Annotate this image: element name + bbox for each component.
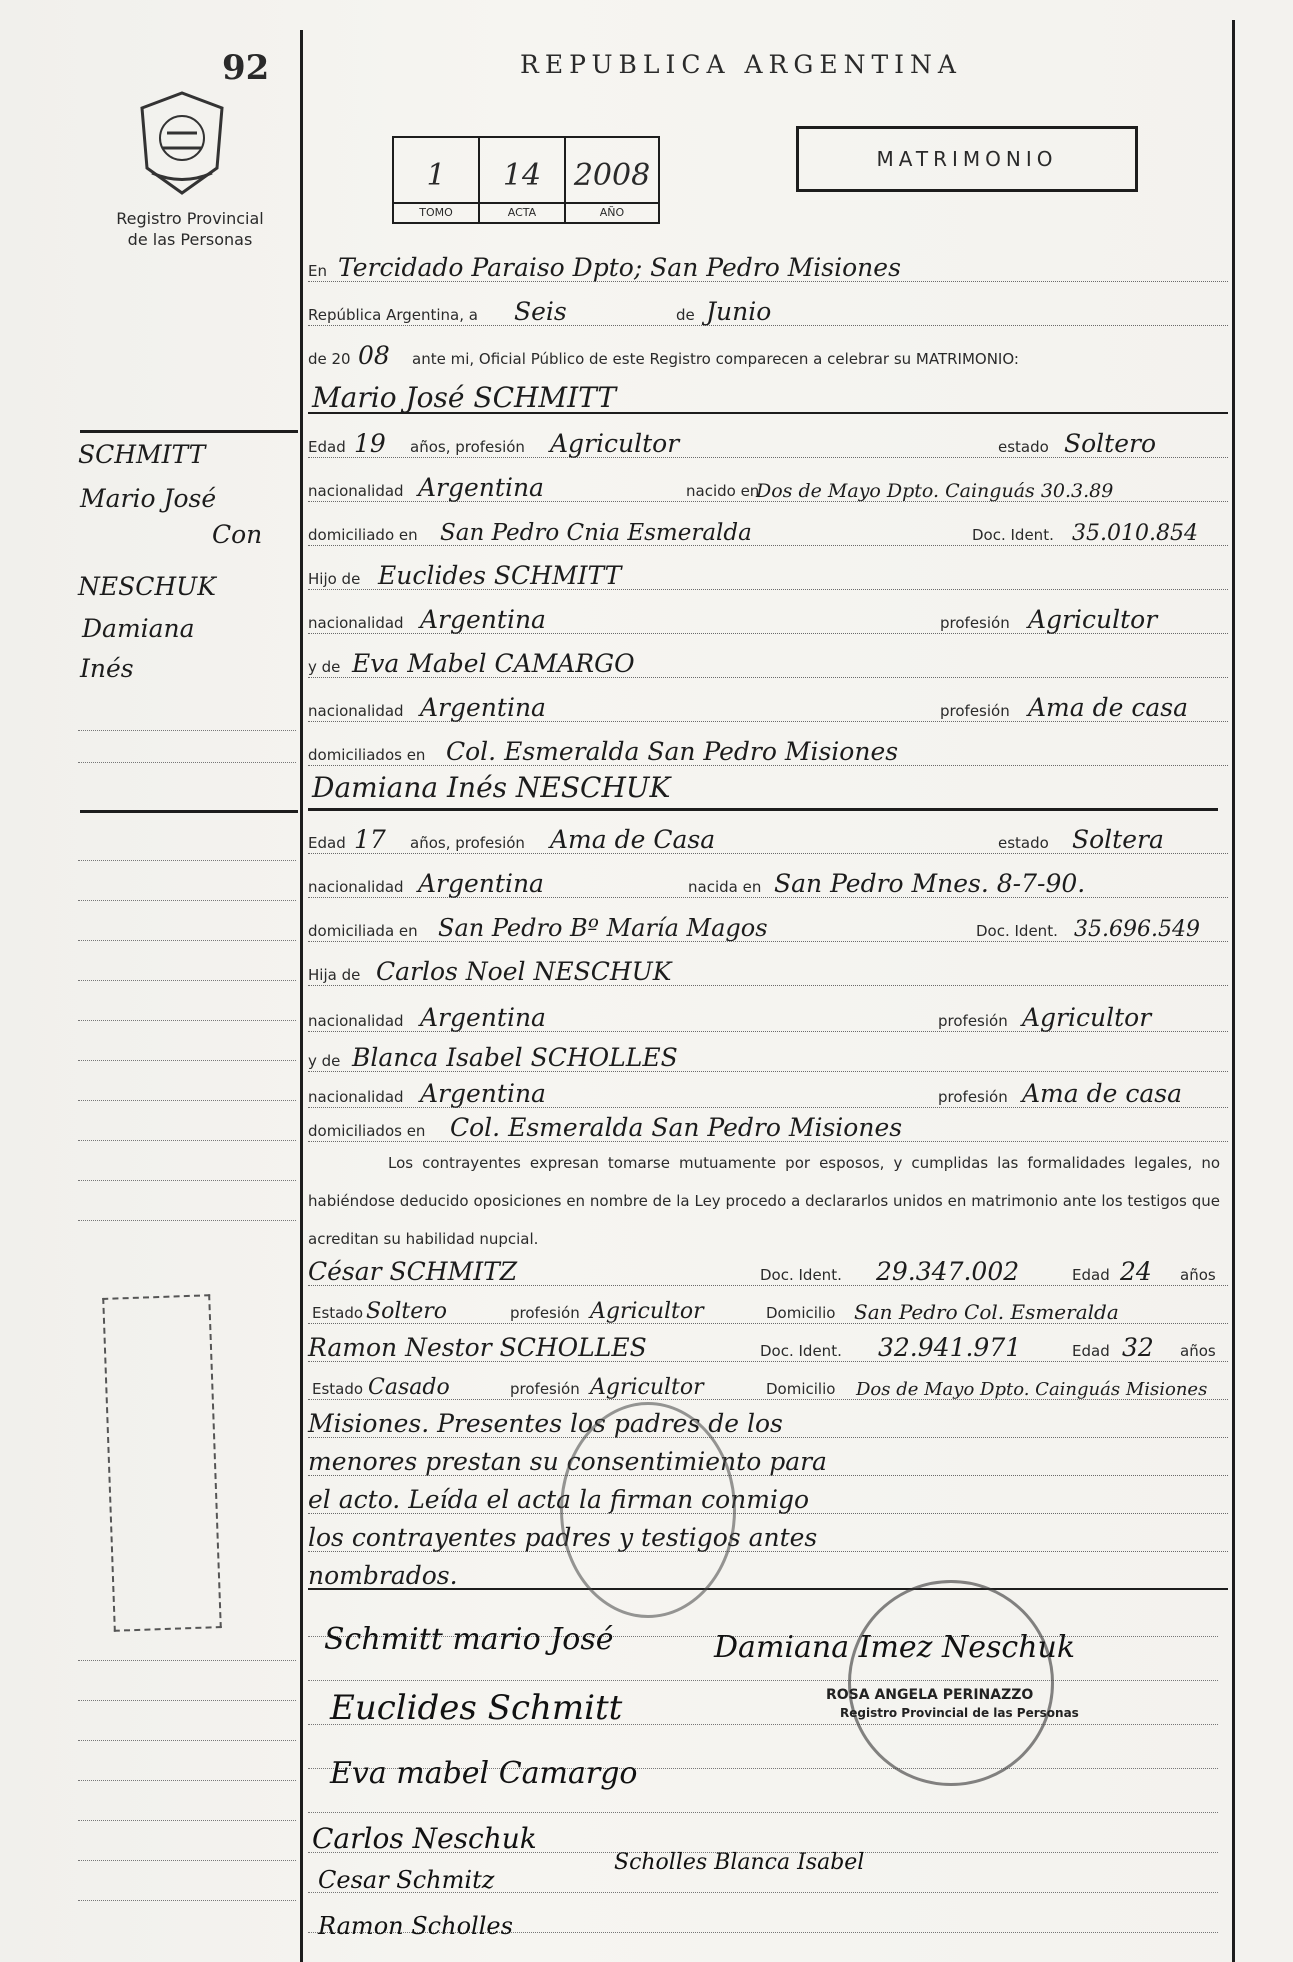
bride-mother-row: y de Blanca Isabel SCHOLLES bbox=[308, 1040, 1228, 1076]
separator-line-3 bbox=[80, 810, 298, 813]
margin-rule bbox=[78, 1820, 296, 1821]
official-stamp-text: ROSA ANGELA PERINAZZO Registro Provincial de las Personas bbox=[826, 1687, 1079, 1720]
margin-rule bbox=[78, 900, 296, 901]
separator-line-2 bbox=[308, 808, 1218, 811]
official-seal-icon bbox=[560, 1402, 736, 1618]
separator-line-1 bbox=[80, 430, 298, 433]
signature-rule bbox=[308, 1812, 1218, 1813]
act-type-label: MATRIMONIO bbox=[876, 147, 1058, 171]
intro-date-row: República Argentina, a Seis de Junio bbox=[308, 294, 1228, 330]
signature-father-groom: Euclides Schmitt bbox=[330, 1688, 623, 1728]
signature-bride: Damiana Imez Neschuk bbox=[714, 1630, 1076, 1665]
margin-line-2: Mario José bbox=[80, 484, 217, 513]
groom-name-row: Mario José SCHMITT bbox=[308, 382, 1228, 418]
witness-1-details-row: Estado Soltero profesión Agricultor Domicilio San Pedro Col. Esmeralda bbox=[308, 1292, 1228, 1328]
margin-line-5: Damiana bbox=[82, 614, 195, 643]
year-cell: 2008 AÑO bbox=[566, 138, 658, 222]
margin-rule bbox=[78, 980, 296, 981]
tomo-acta-year-box bbox=[392, 136, 660, 224]
intro-year-row: de 20 08 ante mi, Oficial Público de este Registro comparecen a celebrar su MATRIMONIO: bbox=[308, 341, 1019, 370]
witness-2-details-row: Estado Casado profesión Agricultor Domicilio Dos de Mayo Dpto. Cainguás Misiones bbox=[308, 1368, 1228, 1404]
bride-mother-nat-row: nacionalidad Argentina profesión Ama de casa bbox=[308, 1076, 1228, 1112]
margin-rule bbox=[78, 1100, 296, 1101]
groom-mother-nat-row: nacionalidad Argentina profesión Ama de casa bbox=[308, 690, 1228, 726]
official-seal-icon bbox=[848, 1580, 1054, 1786]
signature-witness-2: Ramon Scholles bbox=[318, 1912, 513, 1940]
tomo-cell: 1 TOMO bbox=[394, 138, 480, 222]
notes-line-5: nombrados. bbox=[308, 1558, 1228, 1594]
act-type-box bbox=[796, 126, 1138, 192]
country-title: REPUBLICA ARGENTINA bbox=[520, 50, 962, 79]
margin-rule bbox=[78, 1780, 296, 1781]
notes-line-1: Misiones. Presentes los padres de los bbox=[308, 1406, 1228, 1442]
notes-line-3: el acto. Leída el acta la firman conmigo bbox=[308, 1482, 1228, 1518]
margin-rule bbox=[78, 1660, 296, 1661]
bride-father-row: Hija de Carlos Noel NESCHUK bbox=[308, 954, 1228, 990]
folio-number: 92 bbox=[222, 48, 270, 88]
margin-rule bbox=[78, 1700, 296, 1701]
right-edge-rule bbox=[1232, 20, 1235, 1962]
signature-father-bride: Carlos Neschuk bbox=[312, 1822, 537, 1855]
witness-1-row: César SCHMITZ Doc. Ident. 29.347.002 Edad 24 años bbox=[308, 1254, 1228, 1290]
margin-line-3: Con bbox=[212, 520, 263, 549]
notes-line-2: menores prestan su consentimiento para bbox=[308, 1444, 1228, 1480]
signature-groom: Schmitt mario José bbox=[324, 1622, 614, 1657]
bride-parents-domicile-row: domiciliados en Col. Esmeralda San Pedro Misiones bbox=[308, 1110, 1228, 1146]
groom-father-nat-row: nacionalidad Argentina profesión Agricultor bbox=[308, 602, 1228, 638]
acta-cell: 14 ACTA bbox=[480, 138, 566, 222]
witness-2-row: Ramon Nestor SCHOLLES Doc. Ident. 32.941.971 Edad 32 años bbox=[308, 1330, 1228, 1366]
groom-father-row: Hijo de Euclides SCHMITT bbox=[308, 558, 1228, 594]
margin-rule bbox=[78, 730, 296, 731]
groom-mother-row: y de Eva Mabel CAMARGO bbox=[308, 646, 1228, 682]
registration-stamp bbox=[102, 1294, 222, 1632]
margin-line-4: NESCHUK bbox=[78, 572, 216, 601]
notes-line-4: los contrayentes padres y testigos antes bbox=[308, 1520, 1228, 1556]
groom-parents-domicile-row: domiciliados en Col. Esmeralda San Pedro Misiones bbox=[308, 734, 1228, 770]
declaration-paragraph: Los contrayentes expresan tomarse mutuamente por esposos, y cumplidas las formalidades legales, no habiéndose deducido oposiciones en nombre de la Ley procedo a declararlos unidos en matrimonio ante los testigos que acreditan su habilidad nupcial. bbox=[308, 1154, 1220, 1248]
bride-father-nat-row: nacionalidad Argentina profesión Agricultor bbox=[308, 1000, 1228, 1036]
bride-nationality-row: nacionalidad Argentina nacida en San Pedro Mnes. 8-7-90. bbox=[308, 866, 1228, 902]
margin-rule bbox=[78, 1740, 296, 1741]
margin-rule bbox=[78, 1860, 296, 1861]
margin-rule bbox=[78, 1220, 296, 1221]
margin-rule bbox=[78, 1180, 296, 1181]
intro-place-row: En Tercidado Paraiso Dpto; San Pedro Misiones bbox=[308, 250, 1228, 286]
coat-of-arms-icon bbox=[132, 88, 232, 198]
left-column-rule bbox=[300, 30, 303, 1962]
margin-rule bbox=[78, 1020, 296, 1021]
signature-rule bbox=[308, 1680, 1218, 1681]
margin-rule bbox=[78, 860, 296, 861]
margin-line-1: SCHMITT bbox=[78, 440, 206, 469]
groom-nationality-row: nacionalidad Argentina nacido en Dos de Mayo Dpto. Cainguás 30.3.89 bbox=[308, 470, 1228, 506]
margin-rule bbox=[78, 1140, 296, 1141]
margin-line-6: Inés bbox=[80, 654, 134, 683]
signature-mother-groom: Eva mabel Camargo bbox=[330, 1756, 638, 1791]
bride-domicile-row: domiciliada en San Pedro Bº María Magos Doc. Ident. 35.696.549 bbox=[308, 910, 1228, 946]
registry-name: Registro Provincial de las Personas bbox=[116, 209, 264, 249]
signature-witness-1: Cesar Schmitz bbox=[318, 1866, 495, 1894]
signature-mother-bride: Scholles Blanca Isabel bbox=[614, 1850, 865, 1875]
margin-rule bbox=[78, 940, 296, 941]
bride-name-row: Damiana Inés NESCHUK bbox=[312, 771, 671, 804]
margin-rule bbox=[78, 1060, 296, 1061]
margin-rule bbox=[78, 762, 296, 763]
margin-rule bbox=[78, 1900, 296, 1901]
groom-domicile-row: domiciliado en San Pedro Cnia Esmeralda Doc. Ident. 35.010.854 bbox=[308, 514, 1228, 550]
groom-age-row: Edad 19 años, profesión Agricultor estado Soltero bbox=[308, 426, 1228, 462]
bride-age-row: Edad 17 años, profesión Ama de Casa estado Soltera bbox=[308, 822, 1228, 858]
